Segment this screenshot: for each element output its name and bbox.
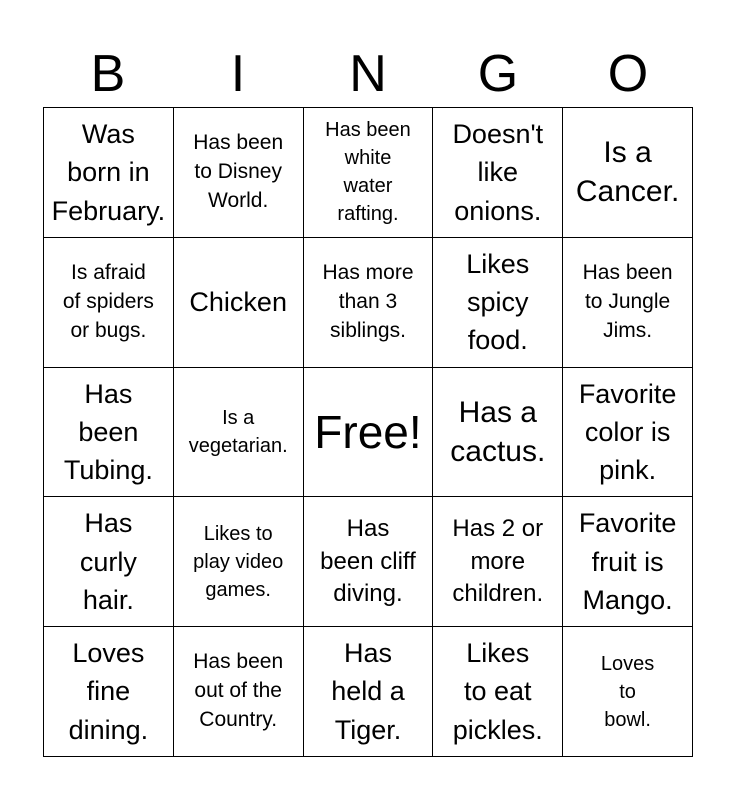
bingo-cell-r1-c4[interactable] [433, 108, 563, 238]
bingo-cell-r2-c4[interactable] [433, 238, 563, 368]
cell-text: Has been cliff diving. [320, 515, 416, 607]
header-letter-g: G [477, 45, 519, 103]
cell-text: Favorite fruit is Mango. [578, 508, 677, 615]
cell-text: Has 2 or more children. [452, 515, 544, 607]
cell-text: Has a cactus. [450, 395, 546, 468]
bingo-cell-r1-c1[interactable] [44, 108, 174, 238]
bingo-header [43, 40, 693, 108]
cell-text: Likes to play video games. [193, 522, 284, 601]
bingo-cell-r3-c1[interactable] [44, 368, 174, 498]
bingo-cell-r5-c3[interactable] [304, 627, 434, 757]
cell-text: Is afraid of spiders or bugs. [62, 260, 154, 342]
header-letter-o: O [607, 45, 649, 103]
bingo-cell-r3-c2[interactable] [174, 368, 304, 498]
cell-text: Has held a Tiger. [331, 638, 405, 745]
bingo-cell-free[interactable] [304, 368, 434, 498]
bingo-cell-r1-c5[interactable] [563, 108, 693, 238]
cell-text: Likes to eat pickles. [452, 638, 543, 745]
bingo-cell-r4-c3[interactable] [304, 497, 434, 627]
bingo-cell-r2-c5[interactable] [563, 238, 693, 368]
cell-text: Has been to Jungle Jims. [582, 260, 673, 342]
cell-text: Is a Cancer. [575, 136, 680, 209]
bingo-cell-r4-c4[interactable] [433, 497, 563, 627]
bingo-cell-r2-c2[interactable] [174, 238, 304, 368]
header-letter-n: N [349, 45, 387, 103]
cell-text: Has been to Disney World. [193, 130, 284, 212]
bingo-cell-r1-c3[interactable] [304, 108, 434, 238]
bingo-cell-r1-c2[interactable] [174, 108, 304, 238]
bingo-cell-r3-c4[interactable] [433, 368, 563, 498]
cell-text: Chicken [189, 287, 287, 318]
bingo-cell-r2-c3[interactable] [304, 238, 434, 368]
bingo-cell-r2-c1[interactable] [44, 238, 174, 368]
cell-text: Is a vegetarian. [188, 406, 288, 457]
bingo-cell-r5-c2[interactable] [174, 627, 304, 757]
free-space-text: Free! [314, 405, 422, 458]
bingo-board [43, 107, 693, 757]
bingo-cell-r4-c5[interactable] [563, 497, 693, 627]
bingo-cell-r5-c1[interactable] [44, 627, 174, 757]
cell-text: Has curly hair. [79, 508, 137, 615]
cell-text: Was born in February. [51, 118, 166, 226]
cell-text: Loves to bowl. [600, 652, 655, 731]
header-letter-b: B [90, 45, 126, 103]
cell-text: Likes spicy food. [466, 248, 530, 356]
bingo-cell-r4-c2[interactable] [174, 497, 304, 627]
bingo-cell-r5-c4[interactable] [433, 627, 563, 757]
bingo-cell-r3-c5[interactable] [563, 368, 693, 498]
cell-text: Has been white water rafting. [325, 119, 411, 226]
header-letter-i: I [230, 45, 246, 103]
bingo-cell-r5-c5[interactable] [563, 627, 693, 757]
bingo-cell-r4-c1[interactable] [44, 497, 174, 627]
cell-text: Doesn't like onions. [452, 118, 544, 226]
cell-text: Has been Tubing. [63, 378, 153, 486]
cell-text: Has more than 3 siblings. [322, 260, 414, 342]
cell-text: Favorite color is pink. [578, 378, 677, 486]
cell-text: Loves fine dining. [68, 638, 149, 745]
cell-text: Has been out of the Country. [193, 650, 284, 732]
